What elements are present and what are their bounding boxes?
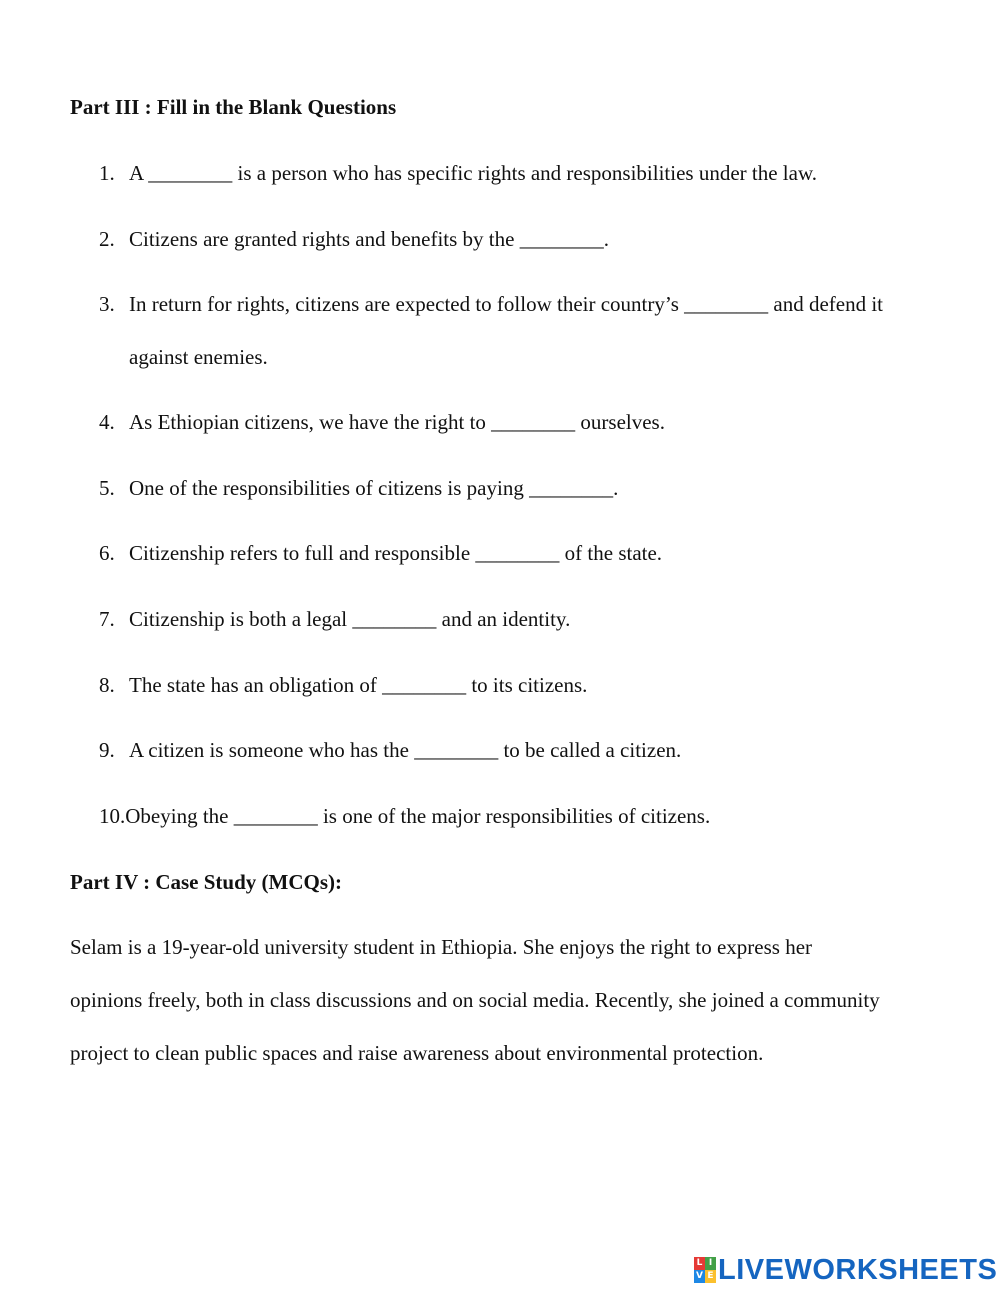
liveworksheets-logo-icon [694, 1257, 716, 1283]
question-text: Citizenship is both a legal ________ and an identity. [129, 607, 571, 631]
question-9 [99, 737, 969, 763]
logo-letter-v: V [694, 1270, 705, 1283]
question-text: As Ethiopian citizens, we have the right to ________ ourselves. [129, 410, 665, 434]
part4-heading: Part IV : Case Study (MCQs): [70, 870, 343, 894]
question-7 [99, 606, 969, 632]
question-text: In return for rights, citizens are expected to follow their country’s ________ and defend it [129, 292, 884, 316]
question-number: 10. [99, 804, 126, 828]
question-number: 7. [99, 607, 115, 631]
logo-letter-l: L [694, 1257, 705, 1270]
question-number: 1. [99, 161, 115, 185]
question-text: A citizen is someone who has the ________ to be called a citizen. [129, 738, 682, 762]
question-text: A ________ is a person who has specific rights and responsibilities under the law. [129, 161, 818, 185]
question-number: 9. [99, 738, 115, 762]
question-1 [99, 160, 969, 186]
question-4 [99, 409, 969, 435]
case-study-line-3: project to clean public spaces and raise awareness about environmental protection. [70, 1041, 764, 1065]
liveworksheets-logo [694, 1256, 997, 1284]
question-text: The state has an obligation of ________ to its citizens. [129, 673, 588, 697]
question-10 [99, 803, 969, 829]
question-number: 5. [99, 476, 115, 500]
question-number: 6. [99, 541, 115, 565]
case-study-line-2: opinions freely, both in class discussions and on social media. Recently, she joined a community [70, 988, 880, 1012]
logo-letter-e: E [705, 1270, 716, 1283]
question-2 [99, 226, 969, 252]
case-study-line-1: Selam is a 19-year-old university student in Ethiopia. She enjoys the right to express her [70, 935, 813, 959]
question-text: One of the responsibilities of citizens is paying ________. [129, 476, 619, 500]
question-number: 3. [99, 292, 115, 316]
question-text: Citizens are granted rights and benefits by the ________. [129, 227, 609, 251]
part3-heading: Part III : Fill in the Blank Questions [70, 95, 397, 119]
question-number: 4. [99, 410, 115, 434]
question-6 [99, 540, 969, 566]
question-number: 2. [99, 227, 115, 251]
question-text: Obeying the ________ is one of the major responsibilities of citizens. [125, 804, 711, 828]
question-3-continuation: against enemies. [129, 345, 268, 369]
question-5 [99, 475, 969, 501]
logo-text: LIVEWORKSHEETS [718, 1254, 998, 1286]
question-8 [99, 672, 969, 698]
logo-letter-i: I [705, 1257, 716, 1270]
question-text: Citizenship refers to full and responsible ________ of the state. [129, 541, 663, 565]
question-3 [99, 291, 969, 317]
question-number: 8. [99, 673, 115, 697]
